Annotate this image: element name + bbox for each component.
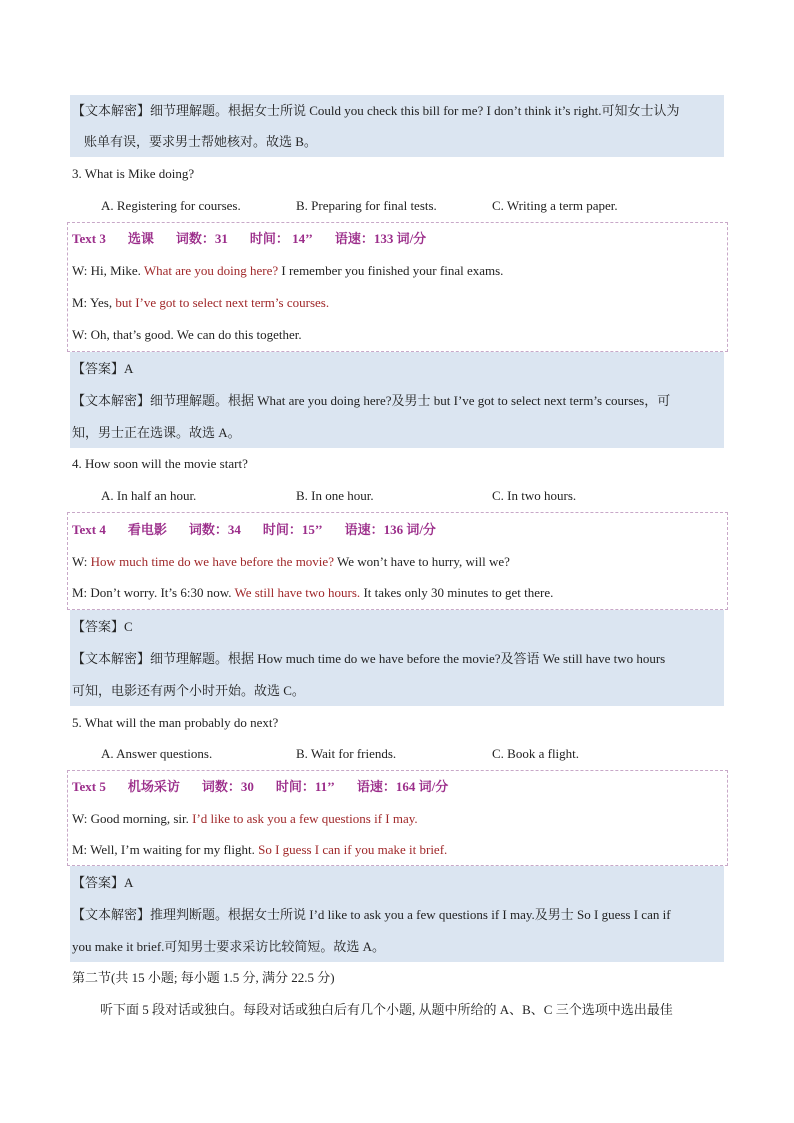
section-title: 第二节(共 15 小题; 每小题 1.5 分, 满分 22.5 分) bbox=[72, 970, 335, 985]
section-instruction: 听下面 5 段对话或独白。每段对话或独白后有几个小题, 从题中所给的 A、B、C 三个选项中选出最佳 bbox=[100, 1002, 673, 1017]
dialogue-line: W: How much time do we have before the movie? We won’t have to hurry, will we? bbox=[72, 554, 510, 569]
word-count: 词数：30 bbox=[201, 779, 254, 794]
transcript-header bbox=[72, 231, 448, 247]
question-3: 3. What is Mike doing? bbox=[72, 166, 195, 181]
duration: 时间：15’’ bbox=[262, 522, 323, 537]
option-c: C. In two hours. bbox=[492, 488, 577, 503]
text-number: Text 5 bbox=[72, 779, 106, 794]
text-topic: 机场采访 bbox=[127, 779, 180, 794]
duration: 时间： 14’’ bbox=[249, 231, 313, 246]
speech-rate: 语速：133 词/分 bbox=[334, 231, 427, 246]
speech-rate: 语速：136 词/分 bbox=[344, 522, 436, 537]
transcript-header bbox=[72, 522, 458, 538]
analysis-text: you make it brief.可知男士要求采访比较简短。故选 A。 bbox=[72, 939, 386, 954]
text-topic: 看电影 bbox=[127, 522, 167, 537]
option-b: B. In one hour. bbox=[296, 488, 374, 503]
text-number: Text 4 bbox=[72, 522, 106, 537]
dialogue-line: W: Good morning, sir. I’d like to ask you a few questions if I may. bbox=[72, 811, 418, 826]
word-count: 词数：34 bbox=[188, 522, 241, 537]
dialogue-line: M: Well, I’m waiting for my flight. So I guess I can if you make it brief. bbox=[72, 842, 448, 857]
analysis-text: 【文本解密】推理判断题。根据女士所说 I’d like to ask you a few questions if I may.及男士 So I guess I can if bbox=[72, 907, 671, 922]
option-a: A. Registering for courses. bbox=[101, 198, 241, 213]
text-topic: 选课 bbox=[127, 231, 154, 246]
dialogue-line: M: Yes, but I’ve got to select next term’s courses. bbox=[72, 295, 330, 310]
option-a: A. In half an hour. bbox=[101, 488, 197, 503]
option-b: B. Wait for friends. bbox=[296, 746, 397, 761]
option-a: A. Answer questions. bbox=[101, 746, 213, 761]
answer: 【答案】A bbox=[72, 361, 134, 376]
analysis-text: 知，男士正在选课。故选 A。 bbox=[72, 425, 241, 440]
speech-rate: 语速：164 词/分 bbox=[356, 779, 449, 794]
question-4: 4. How soon will the movie start? bbox=[72, 456, 248, 471]
word-count: 词数：31 bbox=[175, 231, 228, 246]
answer: 【答案】C bbox=[72, 619, 133, 634]
analysis-text: 账单有误，要求男士帮她核对。故选 B。 bbox=[84, 134, 317, 149]
transcript-header bbox=[72, 779, 470, 795]
dialogue-line: M: Don’t worry. It’s 6:30 now. We still have two hours. It takes only 30 minutes to get there. bbox=[72, 585, 554, 600]
option-b: B. Preparing for final tests. bbox=[296, 198, 437, 213]
analysis-text: 【文本解密】细节理解题。根据女士所说 Could you check this bill for me? I don’t think it’s right.可知女士认为 bbox=[72, 103, 680, 118]
text-number: Text 3 bbox=[72, 231, 106, 246]
option-c: C. Book a flight. bbox=[492, 746, 580, 761]
option-c: C. Writing a term paper. bbox=[492, 198, 618, 213]
analysis-text: 可知，电影还有两个小时开始。故选 C。 bbox=[72, 683, 305, 698]
dialogue-line: W: Hi, Mike. What are you doing here? I remember you finished your final exams. bbox=[72, 263, 504, 278]
analysis-text: 【文本解密】细节理解题。根据 How much time do we have before the movie?及答语 We still have two hours bbox=[72, 651, 666, 666]
question-5: 5. What will the man probably do next? bbox=[72, 715, 279, 730]
dialogue-line: W: Oh, that’s good. We can do this together. bbox=[72, 327, 302, 342]
duration: 时间：11’’ bbox=[275, 779, 335, 794]
analysis-text: 【文本解密】细节理解题。根据 What are you doing here?及男士 but I’ve got to select next term’s courses，可 bbox=[72, 393, 671, 408]
answer: 【答案】A bbox=[72, 875, 134, 890]
